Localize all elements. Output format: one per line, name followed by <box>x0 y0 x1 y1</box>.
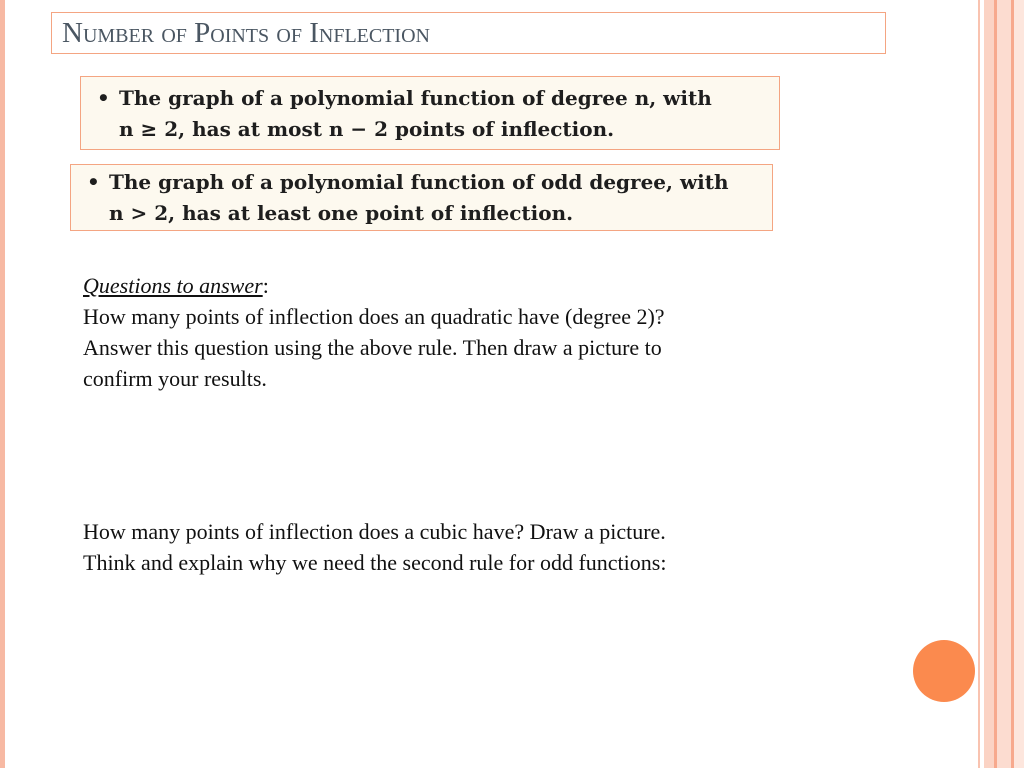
left-decorative-stripe <box>0 0 5 768</box>
second-question-block <box>83 516 666 578</box>
right-decorative-stripe <box>984 0 994 768</box>
question-line: How many points of inflection does a cubic have? Draw a picture. <box>83 519 666 544</box>
right-decorative-stripe <box>997 0 1011 768</box>
rule-text: The graph of a polynomial function of odd degree, with <box>109 170 729 194</box>
rule-box-at-most <box>80 76 780 150</box>
rule-text: n ≥ 2, has at most n − 2 points of inflection. <box>119 117 615 141</box>
bullet-icon: • <box>97 86 110 110</box>
right-decorative-stripe <box>1014 0 1024 768</box>
questions-heading <box>83 270 665 301</box>
questions-block <box>83 270 665 394</box>
rule-line <box>97 114 771 145</box>
questions-heading-colon: : <box>262 273 269 298</box>
right-decorative-stripe <box>978 0 980 768</box>
rule-line <box>87 198 764 229</box>
orange-circle-decoration <box>913 640 975 702</box>
question-line: How many points of inflection does an quadratic have (degree 2)? <box>83 304 665 329</box>
title-box <box>51 12 886 54</box>
question-line: Think and explain why we need the second rule for odd functions: <box>83 550 667 575</box>
questions-heading-label: Questions to answer <box>83 273 263 298</box>
rule-text: n > 2, has at least one point of inflection. <box>109 201 574 225</box>
question-line: confirm your results. <box>83 366 267 391</box>
rule-box-at-least <box>70 164 773 231</box>
rule-text: The graph of a polynomial function of degree n, with <box>119 86 712 110</box>
question-line: Answer this question using the above rule. Then draw a picture to <box>83 335 662 360</box>
rule-line <box>97 83 771 114</box>
bullet-icon: • <box>87 170 100 194</box>
slide-title: Number of Points of Inflection <box>62 17 430 49</box>
rule-line <box>87 167 764 198</box>
